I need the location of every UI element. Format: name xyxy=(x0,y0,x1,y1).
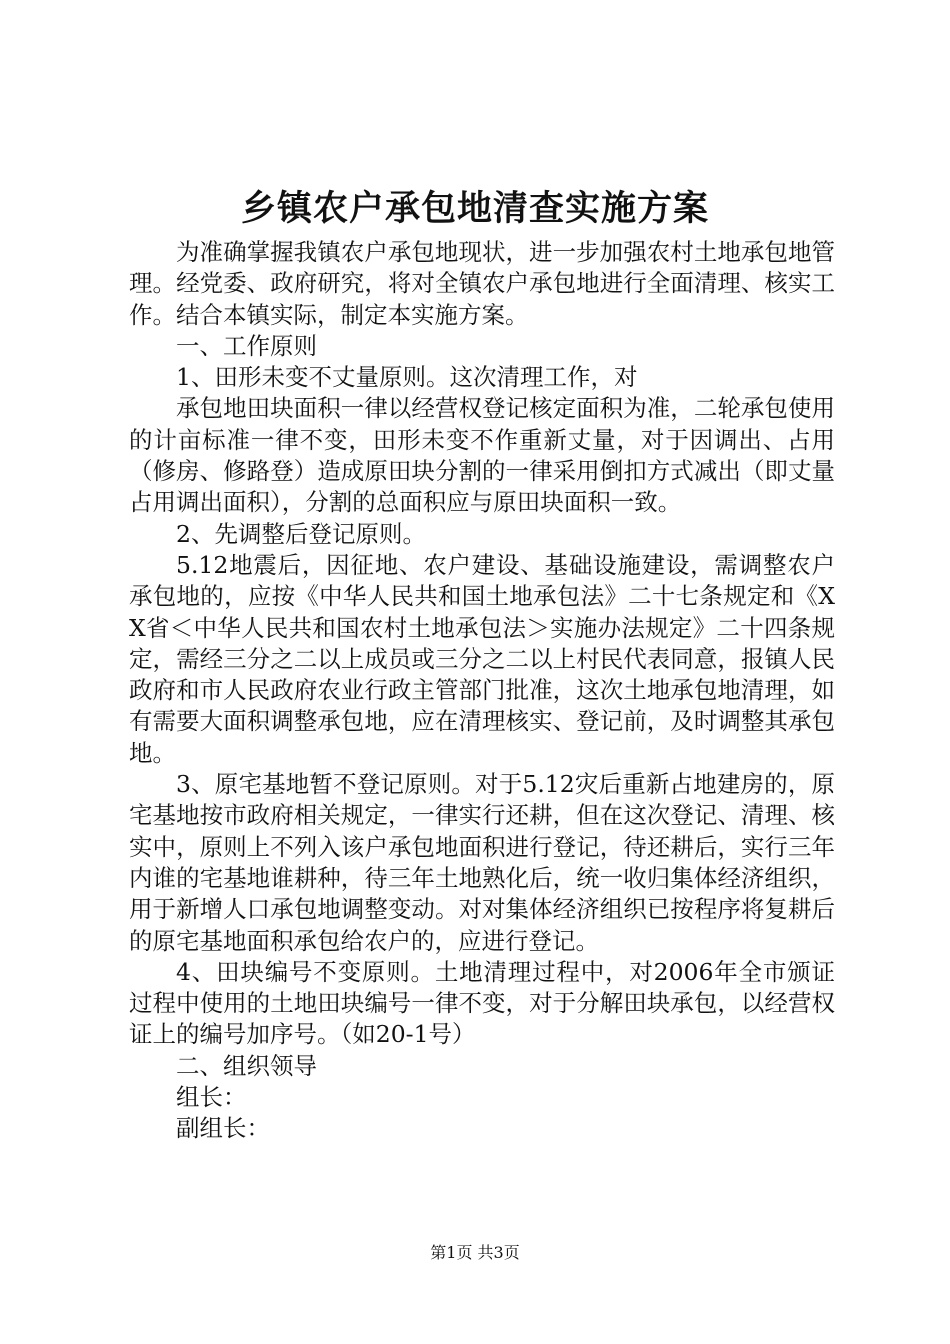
heading-organization: 二、组织领导 xyxy=(176,1051,317,1080)
principle-1-body: 承包地田块面积一律以经营权登记核定面积为准，二轮承包使用的计亩标准一律不变，田形未变不作重新丈量，对于因调出、占用（修房、修路登）造成原田块分割的一律采用倒扣方式减出（即丈量占用调出面积），分割的总面积应与原田块面积一致。 xyxy=(129,394,835,517)
document-body xyxy=(129,237,835,1145)
principle-2-body: 5.12地震后，因征地、农户建设、基础设施建设，需调整农户承包地的，应按《中华人民共和国土地承包法》二十七条规定和《XX省＜中华人民共和国农村土地承包法＞实施办法规定》二十四条规定，需经三分之二以上成员或三分之二以上村民代表同意，报镇人民政府和市人民政府农业行政主管部门批准，这次土地承包地清理，如有需要大面积调整承包地，应在清理核实、登记前，及时调整其承包地。 xyxy=(129,550,835,767)
principle-4: 4、田块编号不变原则。土地清理过程中，对2006年全市颁证过程中使用的土地田块编号一律不变，对于分解田块承包，以经营权证上的编号加序号。（如20-1号） xyxy=(129,957,835,1049)
page-footer: 第1页 共3页 xyxy=(430,1243,520,1262)
principle-3: 3、原宅基地暂不登记原则。对于5.12灾后重新占地建房的，原宅基地按市政府相关规定，一律实行还耕，但在这次登记、清理、核实中，原则上不列入该户承包地面积进行登记，待还耕后，实行三年内谁的宅基地谁耕种，待三年土地熟化后，统一收归集体经济组织，用于新增人口承包地调整变动。对对集体经济组织已按程序将复耕后的原宅基地面积承包给农户的，应进行登记。 xyxy=(129,770,835,955)
document-title: 乡镇农户承包地清查实施方案 xyxy=(240,188,709,229)
paragraph-intro: 为准确掌握我镇农户承包地现状，进一步加强农村土地承包地管理。经党委、政府研究，将对全镇农户承包地进行全面清理、核实工作。结合本镇实际，制定本实施方案。 xyxy=(129,238,835,329)
team-leader-line: 组长： xyxy=(176,1083,247,1112)
heading-work-principles: 一、工作原则 xyxy=(176,331,317,360)
deputy-leader-line: 副组长： xyxy=(176,1114,270,1143)
principle-1-heading: 1、田形未变不丈量原则。这次清理工作，对 xyxy=(176,363,638,392)
principle-2-heading: 2、先调整后登记原则。 xyxy=(176,519,426,548)
